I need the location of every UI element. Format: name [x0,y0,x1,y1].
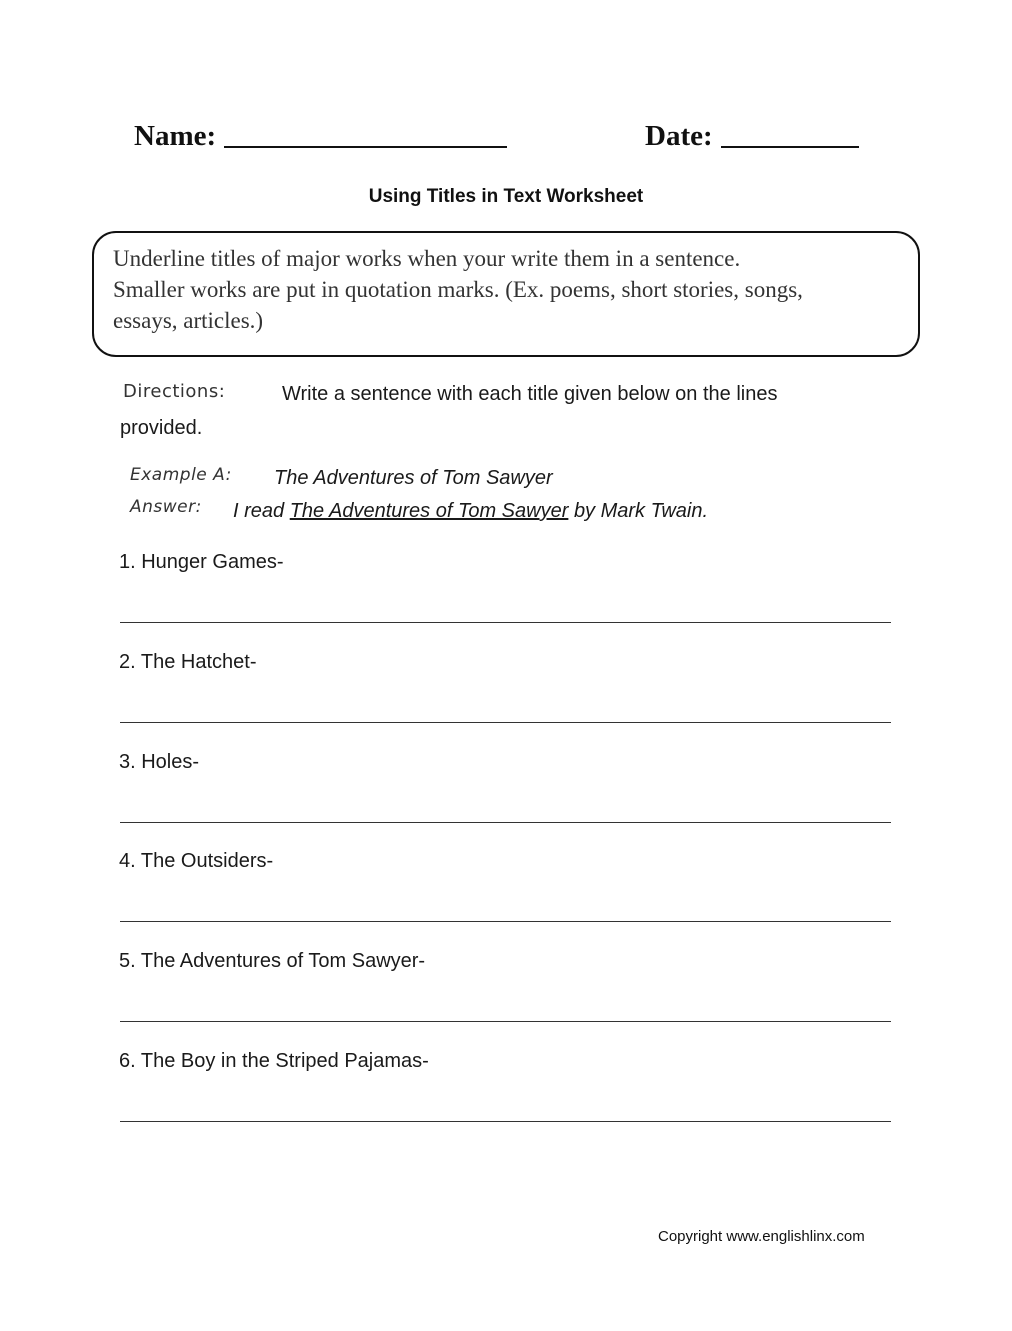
name-blank-line[interactable] [224,120,507,148]
date-blank-line[interactable] [721,120,859,148]
copyright-notice: Copyright www.englishlinx.com [658,1228,865,1245]
date-field [645,117,859,153]
date-label: Date: [645,120,713,152]
question-4: 4. The Outsiders- [119,850,274,872]
question-6: 6. The Boy in the Striped Pajamas- [119,1050,429,1072]
answer-line-2[interactable] [120,722,891,723]
question-3: 3. Holes- [119,751,200,773]
worksheet-title: Using Titles in Text Worksheet [368,186,644,207]
info-line-3: essays, articles.) [113,308,264,333]
answer-line-1[interactable] [120,622,891,623]
rule-info-box [92,231,920,357]
name-field [134,117,507,153]
question-2: 2. The Hatchet- [119,651,257,673]
answer-underlined-title: The Adventures of Tom Sawyer [289,500,569,522]
name-label: Name: [134,120,217,152]
question-5: 5. The Adventures of Tom Sawyer- [119,950,426,972]
answer-label: Answer: [130,497,202,517]
example-label: Example A: [130,465,232,485]
directions-text-continued: provided. [120,417,203,439]
question-1: 1. Hunger Games- [119,551,284,573]
answer-prefix: I read [233,500,285,522]
answer-line-4[interactable] [120,921,891,922]
answer-line-3[interactable] [120,822,891,823]
info-line-2: Smaller works are put in quotation marks. (Ex. poems, short stories, songs, [113,277,803,302]
example-title: The Adventures of Tom Sawyer [274,467,553,489]
answer-line-5[interactable] [120,1021,891,1022]
info-line-1: Underline titles of major works when your write them in a sentence. [113,246,741,271]
directions-text: Write a sentence with each title given below on the lines [282,383,778,405]
answer-line-6[interactable] [120,1121,891,1122]
directions-label: Directions: [123,381,226,402]
example-answer [233,500,708,523]
answer-suffix: by Mark Twain. [573,500,709,522]
